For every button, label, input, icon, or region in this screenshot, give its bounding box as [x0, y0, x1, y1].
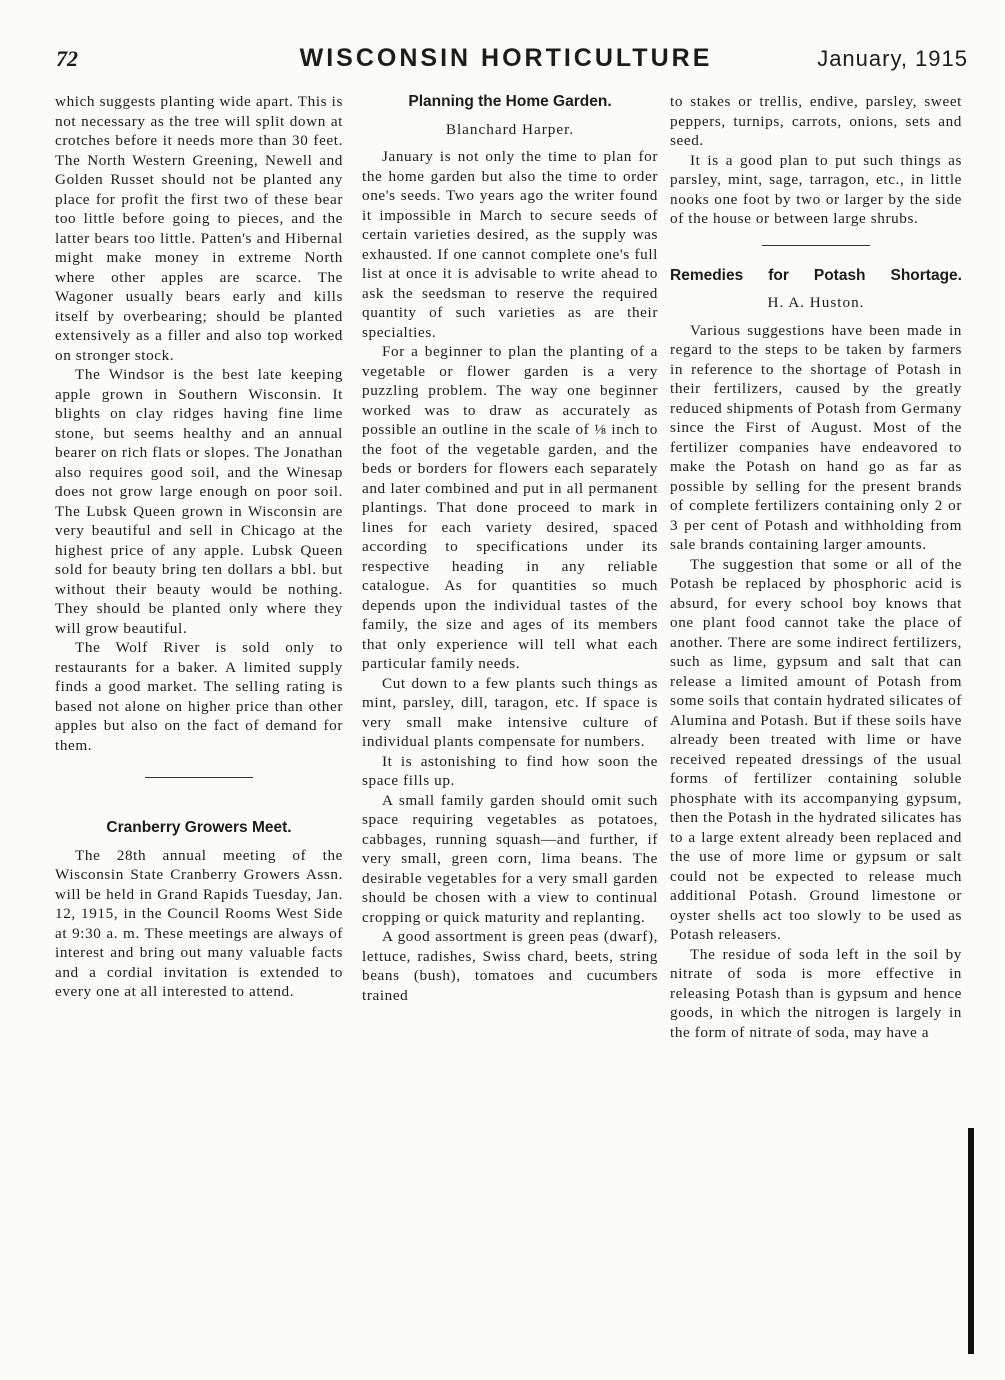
page-number: 72 [56, 46, 78, 71]
paragraph: which suggests planting wide apart. This is not necessary as the tree will split down at crotches before it needs more than 30 feet. The North Western Greening, Newell and Golden Russet should not be planted any place for profit the first two of these bear too little before going to pieces, and the latter bears too little. Patten's and Hibernal might make money in extreme North where other apples are scarce. The Wagoner usually bears early and kills itself by overbearing; should be planted extensively as a filler and also top worked on stronger stock. [55, 93, 343, 364]
paragraph: The Wolf River is sold only to restaurants for a baker. A limited supply finds a good market. The selling rating is based not alone on higher price than other apples but also on the fact of demand for them. [55, 639, 343, 754]
text-column-middle [362, 92, 658, 1005]
margin-bar [968, 1128, 974, 1354]
text-column-right [670, 92, 962, 1042]
paragraph: The Windsor is the best late keeping apple grown in Southern Wisconsin. It blights on clay ridges having fine lime stone, but seems healthy and an annual bearer on rich flats or slopes. The Jonathan also requires good soil, and the Winesap does not grow large enough on poor soil. The Lubsk Queen grown in Wisconsin are very beautiful and sell in Chicago at the highest price of any apple. Lubsk Queen sold for beauty bring ten dollars a bbl. but without their beauty would be nothing. They should be planted only where they will grow beautiful. [55, 366, 343, 637]
text-column-left [55, 92, 343, 1002]
article-byline: H. A. Huston. [767, 294, 865, 311]
paragraph: A small family garden should omit such space requiring vegetables as potatoes, cabbages, running squash—and further, if very small, green corn, lima beans. The desirable vegetables for a very small garden should be chosen with a view to continual cropping or quick maturity and replanting. [362, 791, 658, 926]
paragraph: The suggestion that some or all of the Potash be replaced by phosphoric acid is absurd, for every school boy knows that one plant food cannot take the place of another. There are some indirect fertilizers, such as lime, gypsum and salt that can release a limited amount of Potash from some soils that contain hydrated silicates of Alumina and Potash. But if these soils have already been treated with lime or have received repeated dressings of the usual forms of fertilizer containing soluble phosphate with its accompanying gypsum, then the Potash in the hydrated silicates has to a large extent already been replaced and the use of more lime or gypsum or salt could not be expected to release much additional Potash. Ground limestone or oyster shells act too slowly to be used as Potash releasers. [670, 555, 962, 943]
article-title: Cranberry Growers Meet. [106, 819, 292, 836]
section-divider [145, 777, 253, 778]
article-title: Planning the Home Garden. [408, 93, 612, 110]
article-byline: Blanchard Harper. [445, 120, 575, 138]
paragraph: For a beginner to plan the planting of a vegetable or flower garden is a very puzzling problem. The way one beginner worked was to draw as accurately as possible an outline in the scale of ⅛ inch to the foot of the vegetable garden, and the beds or borders for flowers each separately and later combined and put in all permanent plantings. That done proceed to mark in lines for each variety desired, spaced according to specifications under its respective heading in any reliable catalogue. As for quantities so much depends upon the individual tastes of the family, the size and ages of its members that only experience will tell what each particular family needs. [362, 343, 658, 672]
paragraph: It is a good plan to put such things as parsley, mint, sage, tarragon, etc., in little nooks one foot by two or larger by the side of the house or between large shrubs. [670, 151, 962, 227]
article-title: Remedies for Potash Shortage. [670, 266, 962, 284]
paragraph: It is astonishing to find how soon the space fills up. [362, 752, 658, 789]
paragraph: January is not only the time to plan for the home garden but also the time to order one's seeds. Two years ago the writer found it impossible in March to secure seeds of certain varieties desired, as the supply was exhausted. If one cannot complete one's full list at once it is advisable to write ahead to ask the seedsman to reserve the required quantity of such varieties as are their specialties. [362, 148, 658, 341]
journal-title: WISCONSIN HORTICULTURE [299, 44, 713, 72]
section-divider [762, 245, 870, 246]
paragraph: to stakes or trellis, endive, parsley, sweet peppers, turnips, carrots, onions, sets and seed. [670, 93, 962, 149]
paragraph: The residue of soda left in the soil by nitrate of soda is more effective in releasing Potash than is gypsum and hence goods, in which the nitrogen is largely in the form of nitrate of soda, may have a [670, 945, 962, 1041]
issue-date: January, 1915 [817, 46, 968, 71]
paragraph: A good assortment is green peas (dwarf), lettuce, radishes, Swiss chard, beets, string beans (bush), tomatoes and cucumbers trained [362, 928, 658, 1004]
page-header [56, 40, 968, 74]
paragraph: The 28th annual meeting of the Wisconsin State Cranberry Growers Assn. will be held in Grand Rapids Tuesday, Jan. 12, 1915, in the Council Rooms West Side at 9:30 a. m. These meetings are always of interest and bring out many valuable facts and a cordial invitation is extended to every one at all interested to attend. [55, 846, 343, 1000]
paragraph: Various suggestions have been made in regard to the steps to be taken by farmers in reference to the shortage of Potash in their fertilizers, caused by the greatly reduced shipments of Potash from Germany since the First of August. Most of the fertilizer companies have endeavored to make the Potash on hand go as far as possible by selling for the present brands of complete fertilizers containing only 2 or 3 per cent of Potash and withholding from sale brands containing larger amounts. [670, 321, 962, 553]
paragraph: Cut down to a few plants such things as mint, parsley, dill, taragon, etc. If space is very small make intensive culture of individual plants compensate for numbers. [362, 674, 658, 750]
